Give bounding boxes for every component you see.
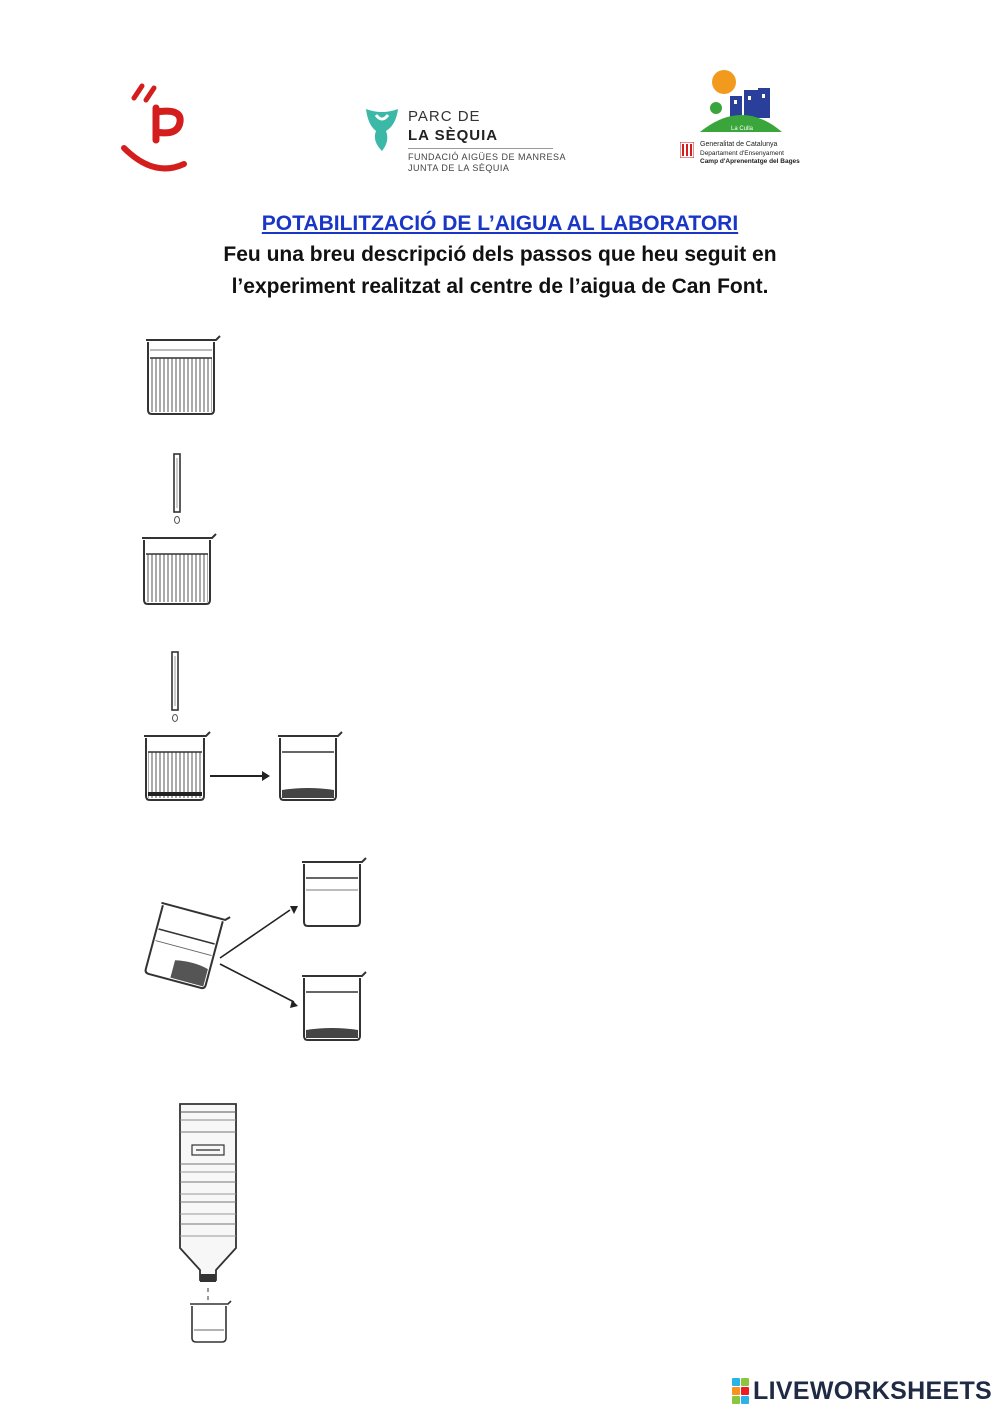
parc-logo-line1: PARC DE xyxy=(408,108,481,125)
culla-banner-text: La Culla xyxy=(730,126,754,132)
step1-beaker-illustration xyxy=(138,330,228,420)
parc-logo-line4: JUNTA DE LA SÈQUIA xyxy=(408,163,510,173)
step2-dropper-beaker-illustration xyxy=(130,448,230,613)
culla-line1: Generalitat de Catalunya xyxy=(700,141,778,148)
page-title: POTABILITZACIÓ DE L’AIGUA AL LABORATORI xyxy=(261,212,739,235)
liveworksheets-brand-text: LIVEWORKSHEETS xyxy=(753,1376,992,1405)
generalitat-emblem-icon xyxy=(680,142,694,158)
instructions-line-2: l’experiment realitzat al centre de l’aigua de Can Font. xyxy=(231,275,769,298)
step3-settling-illustration xyxy=(134,648,364,810)
liveworksheets-brand xyxy=(732,1377,992,1405)
step5-filter-column-illustration xyxy=(150,1098,260,1348)
parc-logo-line2: LA SÈQUIA xyxy=(408,127,499,144)
culla-line2: Departament d'Ensenyament xyxy=(700,150,784,157)
step4-decanting-illustration xyxy=(138,850,408,1055)
culla-line3: Camp d'Aprenentatge del Bages xyxy=(700,158,800,165)
p-logo xyxy=(118,78,198,178)
liveworksheets-logo-icon xyxy=(732,1378,749,1404)
instructions-line-1: Feu una breu descripció dels passos que heu seguit en xyxy=(223,243,777,266)
la-culla-logo xyxy=(672,68,800,173)
parc-de-la-sequia-logo xyxy=(360,103,567,178)
parc-logo-divider xyxy=(408,148,553,149)
parc-logo-line3: FUNDACIÓ AIGÜES DE MANRESA xyxy=(408,152,567,162)
